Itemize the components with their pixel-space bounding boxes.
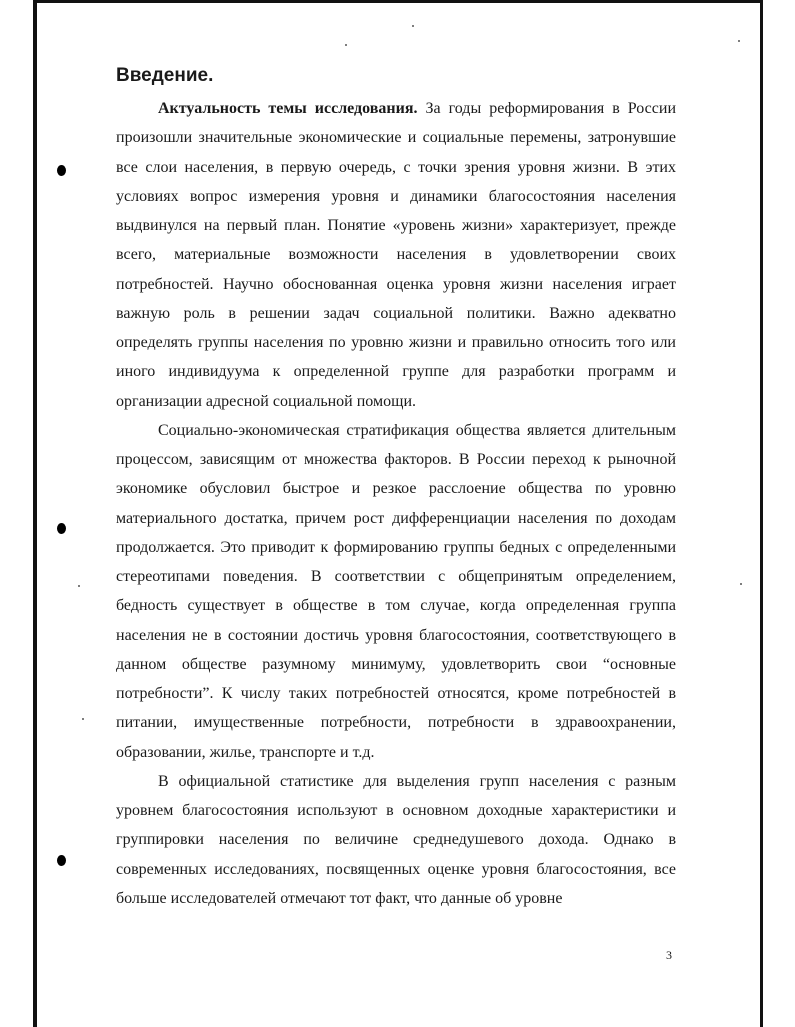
scan-speck: [738, 40, 740, 42]
scan-speck: [82, 718, 84, 720]
paragraph-relevance: [116, 94, 676, 416]
document-heading: Введение.: [116, 65, 214, 86]
punch-hole-mark: [57, 855, 66, 866]
scan-border-top: [33, 0, 763, 3]
paragraph-lead: Актуальность темы исследования.: [158, 100, 418, 117]
paragraph-stratification: Социально-экономическая стратификация общества является длительным процессом, зависящим от множества факторов. В России переход к рыночной экономике обусловил быстрое и резкое расслоение общества по уровню материального достатка, причем рост дифференциации населения по доходам продолжается. Это приводит к формированию группы бедных с определенными стереотипами поведения. В соответствии с общепринятым определением, бедность существует в обществе в том случае, когда определенная группа населения не в состоянии достичь уровня благосостояния, соответствующего в данном обществе разумному минимуму, удовлетворить свои “основные потребности”. К числу таких потребностей относятся, кроме потребностей в питании, имущественные потребности, потребности в здравоохранении, образовании, жилье, транспорте и т.д.: [116, 421, 676, 761]
punch-hole-mark: [57, 165, 66, 176]
scan-speck: [412, 25, 414, 27]
scan-border-right: [760, 0, 763, 1027]
scan-border-left: [33, 0, 37, 1027]
punch-hole-mark: [57, 523, 66, 534]
scan-speck: [740, 583, 742, 585]
scan-speck: [78, 585, 80, 587]
scan-speck: [345, 44, 347, 46]
document-body: [116, 94, 676, 913]
paragraph-text: За годы реформирования в России произошли значительные экономические и социальные перемены, затронувшие все слои населения, в первую очередь, с точки зрения уровня жизни. В этих условиях вопрос измерения уровня и динамики благосостояния населения выдвинулся на первый план. Понятие «уровень жизни» характеризует, прежде всего, материальные возможности населения в удовлетворении своих потребностей. Научно обоснованная оценка уровня жизни населения играет важную роль в решении задач социальной политики. Важно адекватно определять группы населения по уровню жизни и правильно относить того или иного индивидуума к определенной группе для разработки программ и организации адресной социальной помощи.: [116, 100, 677, 410]
page-number: 3: [666, 948, 672, 962]
paragraph-statistics: В официальной статистике для выделения групп населения с разным уровнем благосостояния используют в основном доходные характеристики и группировки населения по величине среднедушевого дохода. Однако в современных исследованиях, посвященных оценке уровня благосостояния, все больше исследователей отмечают тот факт, что данные об уровне: [116, 772, 676, 907]
